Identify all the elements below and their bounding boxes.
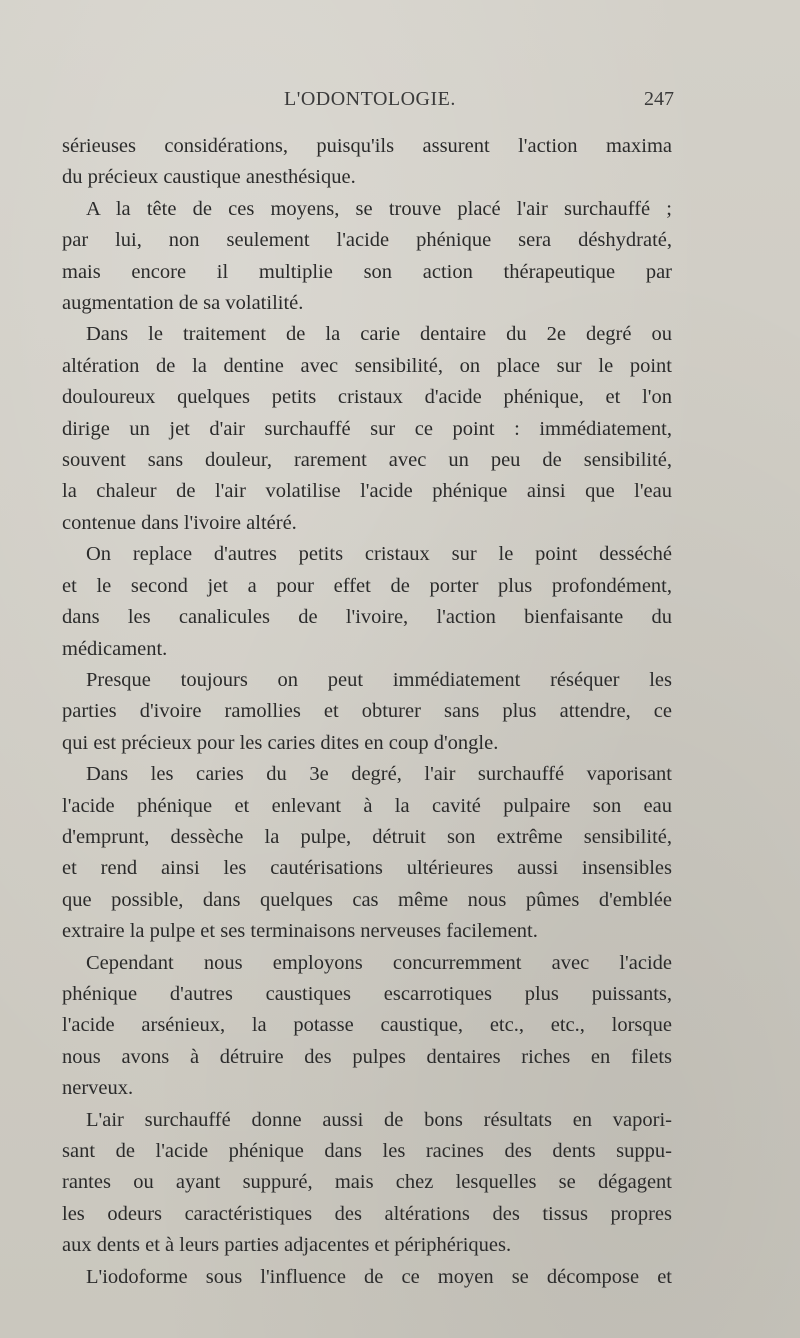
paragraph — [62, 1262, 672, 1293]
text-line: rantes ou ayant suppuré, mais chez lesquelles se dégagent — [62, 1171, 672, 1194]
paragraph — [62, 194, 672, 320]
text-line: altération de la dentine avec sensibilité, on place sur le point — [62, 354, 672, 377]
text-line: dirige un jet d'air surchauffé sur ce point : immédiatement, — [62, 417, 672, 440]
text-line: l'acide phénique et enlevant à la cavité pulpaire son eau — [62, 794, 672, 817]
text-line: augmentation de sa volatilité. — [62, 292, 304, 315]
text-line: Dans les caries du 3e degré, l'air surchauffé vaporisant — [86, 763, 672, 786]
paragraph — [62, 539, 672, 665]
text-line: dans les canalicules de l'ivoire, l'action bienfaisante du — [62, 606, 672, 629]
text-line: aux dents et à leurs parties adjacentes et périphériques. — [62, 1234, 512, 1257]
text-line: la chaleur de l'air volatilise l'acide phénique ainsi que l'eau — [62, 480, 672, 503]
text-line: Cependant nous employons concurremment avec l'acide — [86, 951, 672, 974]
text-line: sant de l'acide phénique dans les racines des dents suppu- — [62, 1140, 672, 1162]
text-line: nous avons à détruire des pulpes dentaires riches en filets — [62, 1045, 672, 1068]
text-line: l'acide arsénieux, la potasse caustique, etc., etc., lorsque — [62, 1014, 672, 1037]
text-line: mais encore il multiplie son action thérapeutique par — [62, 260, 672, 283]
text-line: parties d'ivoire ramollies et obturer sans plus attendre, ce — [62, 700, 672, 723]
paragraph — [62, 948, 672, 1105]
text-line: qui est précieux pour les caries dites en coup d'ongle. — [62, 731, 499, 754]
paragraph — [62, 131, 672, 194]
text-line: On replace d'autres petits cristaux sur le point desséché — [86, 543, 672, 566]
text-line: A la tête de ces moyens, se trouve placé l'air surchauffé ; — [86, 197, 672, 220]
running-title: L'ODONTOLOGIE. — [284, 88, 456, 110]
text-line: médicament. — [62, 637, 168, 660]
text-line: sérieuses considérations, puisqu'ils assurent l'action maxima — [62, 135, 672, 157]
body-text — [62, 131, 672, 1293]
text-line: L'iodoforme sous l'influence de ce moyen se décompose et — [86, 1265, 672, 1288]
paragraph — [62, 319, 672, 539]
text-line: L'air surchauffé donne aussi de bons résultats en vapori- — [86, 1108, 672, 1131]
text-line: Dans le traitement de la carie dentaire du 2e degré ou — [86, 323, 672, 346]
text-line: Presque toujours on peut immédiatement réséquer les — [86, 668, 672, 691]
text-line: contenue dans l'ivoire altéré. — [62, 511, 297, 534]
text-line: phénique d'autres caustiques escarrotiques plus puissants, — [62, 982, 672, 1005]
text-line: souvent sans douleur, rarement avec un peu de sensibilité, — [62, 449, 672, 472]
text-line: nerveux. — [62, 1077, 134, 1100]
text-line: d'emprunt, dessèche la pulpe, détruit son extrême sensibilité, — [62, 825, 672, 848]
text-line: et rend ainsi les cautérisations ultérieures aussi insensibles — [62, 857, 672, 880]
text-line: et le second jet a pour effet de porter plus profondément, — [62, 574, 672, 597]
running-head — [62, 88, 680, 118]
paragraph — [62, 759, 672, 947]
paragraph — [62, 665, 672, 759]
paragraph — [62, 1105, 672, 1262]
text-line: extraire la pulpe et ses terminaisons nerveuses facilement. — [62, 920, 538, 943]
text-line: du précieux caustique anesthésique. — [62, 166, 356, 189]
text-line: douloureux quelques petits cristaux d'acide phénique, et l'on — [62, 386, 672, 409]
text-line: que possible, dans quelques cas même nous pûmes d'emblée — [62, 888, 672, 911]
text-line: les odeurs caractéristiques des altérations des tissus propres — [62, 1202, 672, 1225]
page-number: 247 — [644, 88, 674, 110]
text-line: par lui, non seulement l'acide phénique sera déshydraté, — [62, 229, 672, 252]
